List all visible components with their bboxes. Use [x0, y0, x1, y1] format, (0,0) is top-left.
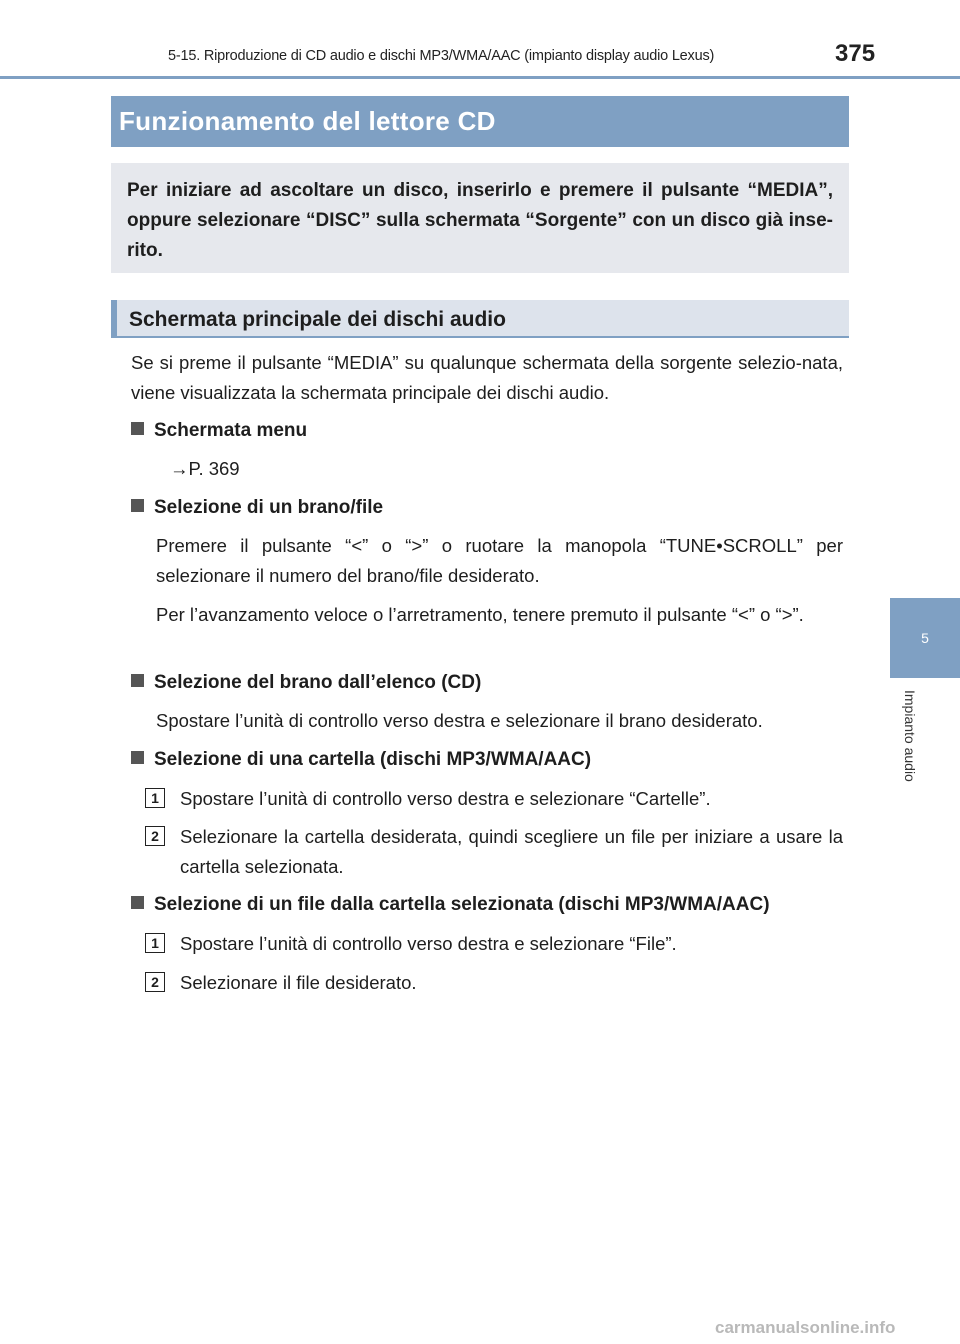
item-heading-text: Selezione di un brano/file	[154, 497, 384, 518]
item-heading-text: Selezione di una cartella (dischi MP3/WMA/AAC)	[154, 749, 592, 770]
running-header: 5-15. Riproduzione di CD audio e dischi MP3/WMA/AAC (impianto display audio Lexus)	[168, 48, 715, 64]
item-heading-folder	[131, 745, 843, 775]
header-rule	[0, 76, 960, 79]
file-step-2	[145, 968, 843, 998]
intro-box	[111, 163, 849, 273]
chapter-label: Impianto audio	[902, 690, 918, 782]
list-paragraph: Spostare l’unità di controllo verso destra e selezionare il brano desiderato.	[156, 710, 763, 731]
subsection-rule	[111, 336, 849, 338]
item-heading-file	[131, 890, 843, 920]
item-heading-list	[131, 668, 843, 698]
step-number-badge: 1	[145, 933, 165, 953]
square-bullet-icon	[131, 499, 144, 512]
item-heading-text: Selezione del brano dall’elenco (CD)	[154, 672, 482, 693]
track-paragraph-2: Per l’avanzamento veloce o l’arretramento, tenere premuto il pulsante “<” o “>”.	[156, 604, 804, 625]
folder-step-2	[145, 822, 843, 882]
chapter-tab[interactable]	[890, 598, 960, 678]
item-heading-track	[131, 493, 843, 523]
step-number-badge: 2	[145, 972, 165, 992]
square-bullet-icon	[131, 422, 144, 435]
step-number-badge: 2	[145, 826, 165, 846]
chapter-number: 5	[921, 630, 929, 646]
item-heading-text: Schermata menu	[154, 420, 308, 441]
file-step-1	[145, 929, 843, 959]
item-heading-text: Selezione di un file dalla cartella selezionata (dischi MP3/WMA/AAC)	[154, 894, 770, 915]
square-bullet-icon	[131, 896, 144, 909]
section-title: Funzionamento del lettore CD	[111, 96, 849, 147]
step-text: Selezionare il file desiderato.	[180, 972, 417, 993]
track-paragraph-1: Premere il pulsante “<” o “>” o ruotare la manopola “TUNE•SCROLL” per selezionare il numero del brano/file desiderato.	[156, 535, 843, 586]
step-text: Spostare l’unità di controllo verso destra e selezionare “Cartelle”.	[180, 788, 711, 809]
intro-text: Per iniziare ad ascoltare un disco, inserirlo e premere il pulsante “MEDIA”, oppure selezionare “DISC” sulla schermata “Sorgente” con un disco già inse-rito.	[127, 180, 833, 261]
page-reference-link[interactable]: →P. 369	[170, 458, 240, 479]
square-bullet-icon	[131, 674, 144, 687]
item-heading-menu	[131, 416, 843, 446]
step-text: Selezionare la cartella desiderata, quindi scegliere un file per iniziare a usare la cartella selezionata.	[180, 826, 843, 877]
square-bullet-icon	[131, 751, 144, 764]
step-text: Spostare l’unità di controllo verso destra e selezionare “File”.	[180, 933, 677, 954]
step-number-badge: 1	[145, 788, 165, 808]
folder-step-1	[145, 784, 843, 814]
page-number: 375	[835, 40, 876, 67]
subsection-title: Schermata principale dei dischi audio	[111, 300, 849, 338]
subsection-paragraph: Se si preme il pulsante “MEDIA” su qualunque schermata della sorgente selezio-nata, viene visualizzata la schermata principale dei dischi audio.	[131, 352, 843, 403]
watermark: carmanualsonline.info	[715, 1318, 896, 1337]
